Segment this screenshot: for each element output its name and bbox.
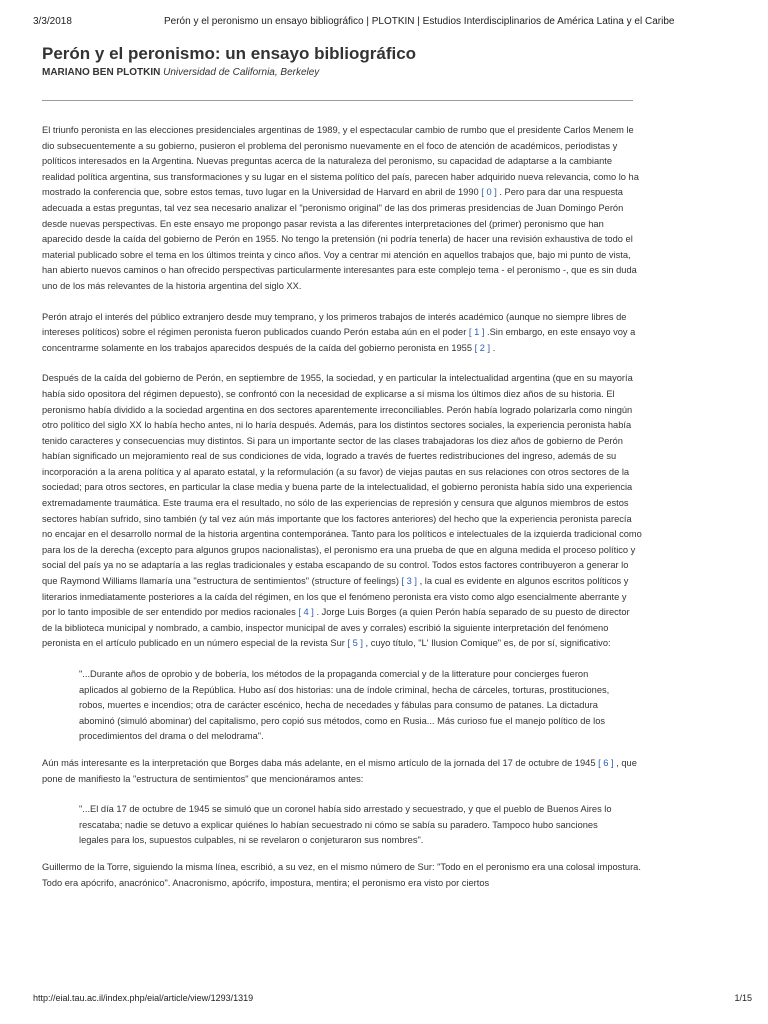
paragraph-text: . Jorge Luis Borges (a quien Perón había separado de su puesto de director de la biblioteca municipal y nombrado, a cambio, inspector municipal de aves y corrales) escribió la siguiente interpretación del fenómeno peronista en el artículo publicado en un número especial de la revista Sur bbox=[42, 607, 630, 649]
footnote-link-0[interactable]: [ 0 ] bbox=[481, 187, 497, 198]
paragraph-text: El triunfo peronista en las elecciones presidenciales argentinas de 1989, y el espectacular cambio de rumbo que el presidente Carlos Menem le dio subsecuentemente a su gobierno, pusieron el problema del peronismo nuevamente en el foco de atención de académicos, periodistas y políticos interesados en la Argentina. Nuevas preguntas acerca de la naturaleza del peronismo, su capacidad de adaptarse a la cambiante realidad política argentina, sus transformaciones y su lugar en el sistema político del país, parecen haber adquirido nueva relevancia, como lo ha mostrado la conferencia que, sobre estos temas, tuvo lugar en la Universidad de Harvard en abril de 1990 bbox=[42, 125, 639, 198]
paragraph-1 bbox=[42, 123, 642, 295]
page-number: 1/15 bbox=[734, 993, 752, 1003]
footnote-link-6[interactable]: [ 6 ] bbox=[598, 757, 614, 768]
paragraph-text: . bbox=[490, 342, 496, 353]
footnote-link-1[interactable]: [ 1 ] bbox=[468, 327, 485, 338]
author-affiliation: Universidad de California, Berkeley bbox=[163, 67, 320, 78]
byline bbox=[42, 67, 319, 78]
print-page-title: Perón y el peronismo un ensayo bibliográfico | PLOTKIN | Estudios Interdisciplinarios de América Latina y el Caribe bbox=[164, 16, 675, 27]
article-title: Perón y el peronismo: un ensayo bibliográfico bbox=[42, 44, 417, 63]
footnote-link-5[interactable]: [ 5 ] bbox=[347, 638, 363, 649]
paragraph-text: . Pero para dar una respuesta adecuada a estas preguntas, tal vez sea necesario analizar el "peronismo original" de las dos primeras presidencias de Juan Domingo Perón desde nuevas perspectivas. En este ensayo me propongo pasar revista a las diferentes interpretaciones del (primer) peronismo que han aparecido desde la caída del gobierno de Perón en 1955. No tengo la pretensión (ni podría tenerla) de hacer una revisión exhaustiva de todo el material publicado sobre el tema en los últimos treinta y cinco años. Voy a centrar mi atención en aquellos trabajos que, bajo mi punto de vista, han abierto nuevos caminos o han ofrecido perspectivas particularmente interesantes para este complejo tema - el peronismo -, que es sin duda uno de los más relevantes de la historia argentina del siglo XX. bbox=[42, 187, 637, 291]
footnote-link-3[interactable]: [ 3 ] bbox=[401, 576, 418, 587]
block-quote-1: "...Durante años de oprobio y de bobería, los métodos de la propaganda comercial y de la litterature pour concierges fueron aplicados al gobierno de la República. Hubo así dos historias: una de índole criminal, hecha de cárceles, torturas, prostituciones, robos, muertes e incendios; otra de carácter escénico, hecha de necedades y fábulas para consumo de patanes. La dictadura abominó (simuló abominar) del capitalismo, pero copió sus métodos, como en Rusia... Más curioso fue el manejo político de los procedimientos del drama o del melodrama". bbox=[79, 669, 610, 742]
title-divider bbox=[42, 100, 633, 101]
footnote-link-2[interactable]: [ 2 ] bbox=[474, 342, 491, 353]
paragraph-text: .Sin embargo, en este ensayo voy a concentrarme solamente en los trabajos aparecidos después de la caída del gobierno peronista en 1955 bbox=[42, 327, 636, 353]
footnote-link-4[interactable]: [ 4 ] bbox=[298, 607, 314, 618]
paragraph-text: , cuyo título, "L' Ilusion Comique" es, de por sí, significativo: bbox=[362, 638, 611, 649]
print-date: 3/3/2018 bbox=[33, 16, 72, 27]
page-url: http://eial.tau.ac.il/index.php/eial/article/view/1293/1319 bbox=[33, 993, 254, 1003]
author-name: MARIANO BEN PLOTKIN bbox=[42, 67, 161, 78]
paragraph-2 bbox=[42, 310, 642, 357]
paragraph-4 bbox=[42, 756, 642, 787]
paragraph-text: , que pone de manifiesto la "estructura de sentimientos" que mencionáramos antes: bbox=[42, 757, 637, 784]
paragraph-5: Guillermo de la Torre, siguiendo la misma línea, escribió, a su vez, en el mismo número de Sur: "Todo en el peronismo era una colosal impostura. Todo era apócrifo, anacrónico". Anacronismo, apócrifo, impostura, mentira; el peronismo era visto por ciertos bbox=[42, 861, 641, 888]
paragraph-text: , la cual es evidente en algunos escritos políticos y literarios inmediatamente posteriores a la caída del régimen, en los que el fenómeno peronista era visto como algo esencialmente aberrante y por lo tanto imposible de ser entendido por medios racionales bbox=[42, 576, 629, 618]
paragraph-3 bbox=[42, 371, 642, 652]
paragraph-text: Perón atrajo el interés del público extranjero desde muy temprano, y los primeros trabajos de interés académico (aunque no siempre libres de intereses políticos) sobre el régimen peronista fueron publicados cuando Perón estaba aún en el poder bbox=[42, 311, 627, 338]
paragraph-text: Aún más interesante es la interpretación que Borges daba más adelante, en el mismo artículo de la jornada del 17 de octubre de 1945 bbox=[42, 757, 599, 768]
block-quote-2: "...El día 17 de octubre de 1945 se simuló que un coronel había sido arrestado y secuestrado, y que el pueblo de Buenos Aires lo rescataba; nadie se detuvo a explicar quiénes lo habían secuestrado ni cómo se sabía su paradero. Tampoco hubo sanciones legales para los, supuestos culpables, ni se revelaron o conjeturaron sus nombres". bbox=[79, 804, 612, 846]
paragraph-text: Después de la caída del gobierno de Perón, en septiembre de 1955, la sociedad, y en particular la intelectualidad argentina (que en su mayoría había sido opositora del régimen depuesto), se confrontó con la necesidad de explicarse a sí misma los últimos diez años de su historia. El peronismo había dividido a la sociedad argentina en dos sectores aparentemente irreconciliables. Perón había logrado polarizarla como ningún otro político del siglo XX lo había hecho antes, ni lo haría después. Además, para los distintos sectores sociales, la experiencia peronista había tenido caracteres y consecuencias muy distintos. Si para un importante sector de las clases trabajadoras los diez años de gobierno de Perón habían significado un mejoramiento real de sus condiciones de vida, logrado a través de fuertes redistribuciones del ingreso, además de su incorporación a la arena política y al aparato estatal, y la reformulación (a su favor) de viejas pautas en sus relaciones con otros sectores de la sociedad; para otros sectores, en particular la clase media y buena parte de la intelectualidad, el gobierno peronista había sido una experiencia extremadamente traumática. Este trauma era el resultado, no sólo de las experiencias de represión y censura que algunos miembros de estos sectores habían sufrido, sino también (y tal vez aún más importante que los factores anteriores) del hecho que la experiencia peronista parecía no encajar en el desarrollo normal de la historia argentina contemporánea. Tanto para los políticos e intelectuales de la izquierda tradicional como para los de la derecha (excepto para algunos grupos nacionalistas), el peronismo era una prueba de que en alguna medida el proceso político y social del país ya no se adaptaría a las reglas tradicionales y estaba escapando de su control. Todos estos factores contribuyeron a generar lo que Raymond Williams llamaría una "estructura de sentimientos" (structure of feelings) bbox=[42, 373, 642, 587]
article-body bbox=[42, 123, 642, 906]
